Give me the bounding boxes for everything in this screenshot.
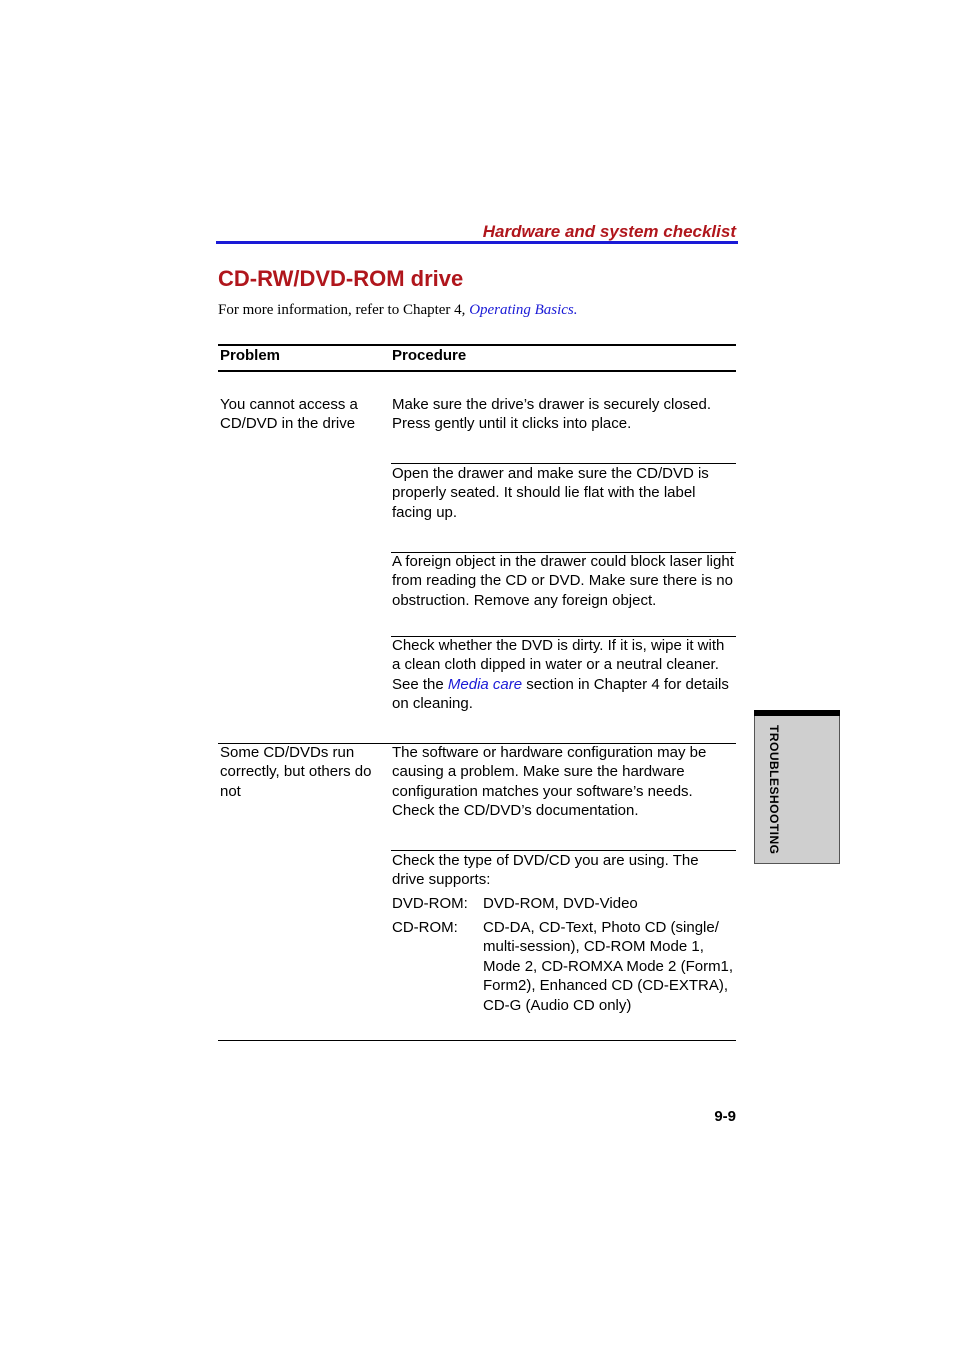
format-value-dvd: DVD-ROM, DVD-Video (483, 895, 638, 912)
chapter-tab-bar (754, 710, 840, 716)
format-label-dvd: DVD-ROM: (392, 895, 468, 912)
operating-basics-link[interactable]: Operating Basics. (469, 302, 578, 318)
procedure-drawer-closed: Make sure the drive’s drawer is securely closed. Press gently until it clicks into place. (392, 396, 712, 433)
chapter-tab-label: TROUBLESHOOTING (767, 725, 781, 855)
header-rule (216, 241, 738, 244)
procedure-dirty-disc (392, 636, 734, 714)
column-header-procedure: Procedure (392, 347, 467, 364)
procedure-foreign-object: A foreign object in the drawer could block laser light from reading the CD or DVD. Make sure there is no obstruction. Remove any foreign object. (392, 553, 734, 609)
running-header: Hardware and system checklist (482, 222, 736, 241)
media-care-link[interactable]: Media care (447, 675, 523, 693)
column-header-problem: Problem (220, 347, 281, 364)
procedure-dirty-text-end: section in Chapter 4 for details on cleaning. (392, 675, 729, 713)
table-top-rule (218, 344, 736, 346)
format-value-cd: CD-DA, CD-Text, Photo CD (single/ multi-session), CD-ROM Mode 1, Mode 2, CD-ROMXA Mode 2 (Form1, Form2), Enhanced CD (CD-EXTRA), CD-G (Audio CD only) (483, 919, 734, 1014)
intro-prefix: For more information, refer to Chapter 4, (218, 302, 470, 318)
table-bottom-rule (218, 1040, 736, 1041)
problem-some-discs: Some CD/DVDs run correctly, but others do not (220, 744, 372, 800)
section-title: CD-RW/DVD-ROM drive (218, 266, 464, 291)
procedure-dirty-text: Check whether the DVD is dirty. If it is, wipe it with a clean cloth dipped in water or a neutral cleaner. See the (392, 637, 725, 693)
intro-text (218, 302, 578, 319)
format-label-cd: CD-ROM: (392, 919, 458, 936)
problem-cannot-access: You cannot access a CD/DVD in the drive (220, 396, 358, 433)
procedure-configuration: The software or hardware configuration may be causing a problem. Make sure the hardware configuration matches your software’s needs. Check the CD/DVD’s documentation. (392, 744, 707, 820)
table-header-rule (218, 370, 736, 372)
procedure-disc-type: Check the type of DVD/CD you are using. The drive supports: (392, 852, 699, 889)
page-number: 9-9 (714, 1108, 736, 1125)
procedure-disc-seated: Open the drawer and make sure the CD/DVD is properly seated. It should lie flat with the label facing up. (392, 465, 709, 521)
